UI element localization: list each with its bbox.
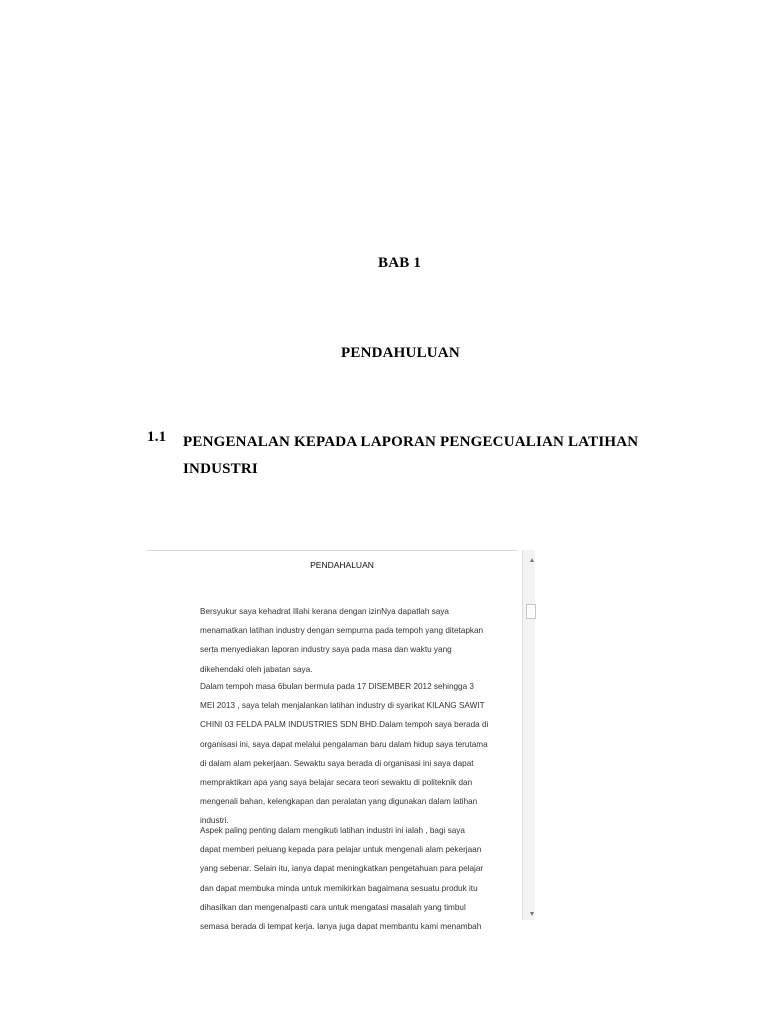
embedded-document-title: PENDAHALUAN xyxy=(310,560,374,570)
paragraph-line: mempraktikan apa yang saya belajar secara teori sewaktu di politeknik dan xyxy=(200,777,473,787)
section-title-line: PENGENALAN KEPADA LAPORAN PENGECUALIAN LATIHAN xyxy=(183,434,639,450)
section-title-line: INDUSTRI xyxy=(183,461,258,477)
paragraph-line: organisasi ini, saya dapat melalui pengalaman baru dalam hidup saya terutama xyxy=(200,739,488,749)
paragraph-line: semasa berada di tempat kerja. Ianya juga dapat membantu kami menambah xyxy=(200,921,482,931)
paragraph-line: Aspek paling penting dalam mengikuti latihan industri ini ialah , bagi saya xyxy=(200,826,465,835)
paragraph-line: serta menyediakan laporan industry saya pada masa dan waktu yang xyxy=(200,645,452,655)
paragraph-line: menamatkan latihan industry dengan sempurna pada tempoh yang ditetapkan xyxy=(200,626,484,636)
page-title: PENDAHULUAN xyxy=(341,345,460,361)
paragraph-line: industri. xyxy=(200,816,229,826)
paragraph-line: Bersyukur saya kehadrat Illahi kerana dengan izinNya dapatlah saya xyxy=(200,607,449,616)
scrollbar-thumb[interactable] xyxy=(526,604,536,619)
paragraph xyxy=(200,821,510,936)
chapter-heading: BAB 1 xyxy=(378,255,422,271)
paragraph-line: dapat memberi peluang kepada para pelajar untuk mengenali alam pekerjaan xyxy=(200,845,482,855)
scroll-up-arrow-icon[interactable] xyxy=(530,558,534,562)
section-title xyxy=(183,429,683,483)
paragraph-line: dan dapat membuka minda untuk memikirkan bagaimana sesuatu produk itu xyxy=(200,883,478,893)
paragraph-line: mengenali bahan, kelengkapan dan peralatan yang digunakan dalam latihan xyxy=(200,797,478,807)
embedded-document-body xyxy=(147,550,517,931)
paragraph-line: CHINI 03 FELDA PALM INDUSTRIES SDN BHD.Dalam tempoh saya berada di xyxy=(200,720,489,730)
section-number: 1.1 xyxy=(147,429,167,445)
paragraph-line: dikehendaki oleh jabatan saya. xyxy=(200,664,313,674)
paragraph-line: MEI 2013 , saya telah menjalankan latihan industry di syarikat KILANG SAWIT xyxy=(200,701,485,711)
paragraph-line: yang sebenar. Selain itu, ianya dapat meningkatkan pengetahuan para pelajar xyxy=(200,864,484,874)
paragraph-line: di dalam alam pekerjaan. Sewaktu saya berada di organisasi ini saya dapat xyxy=(200,758,474,768)
scroll-down-arrow-icon[interactable] xyxy=(530,912,534,916)
paragraph xyxy=(200,677,510,831)
paragraph-line: dihasilkan dan mengenalpasti cara untuk mengatasi masalah yang timbul xyxy=(200,902,466,912)
embedded-document-screenshot xyxy=(147,550,534,931)
paragraph-line: Dalam tempoh masa 6bulan bermula pada 17 DISEMBER 2012 sehingga 3 xyxy=(200,682,474,691)
paragraph xyxy=(200,602,510,679)
